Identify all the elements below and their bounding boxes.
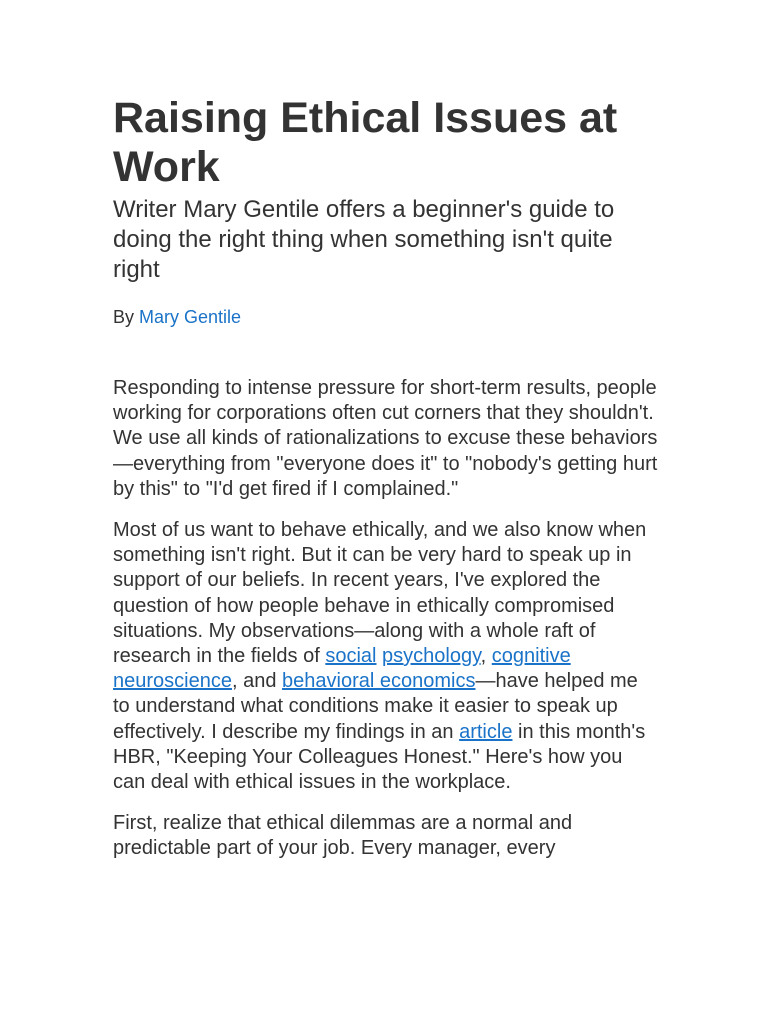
byline-prefix: By xyxy=(113,307,135,327)
behavioral-economics-link[interactable]: behavioral economics xyxy=(282,670,476,693)
article-subtitle: Writer Mary Gentile offers a beginner's guide to doing the right thing when something isn't quite right xyxy=(113,196,615,283)
paragraph-2-text-2: and xyxy=(243,670,283,693)
article-title: Raising Ethical Issues at Work xyxy=(113,94,618,191)
article-body xyxy=(113,376,658,862)
paragraph-2-text-4: in this month's HBR, "Keeping Your Colleagues Honest." Here's how you can deal with ethical issues in the workplace. xyxy=(113,720,646,794)
paragraph-3: First, realize that ethical dilemmas are a normal and predictable part of your job. Every manager, every xyxy=(113,812,573,860)
article-link[interactable]: article xyxy=(459,720,513,743)
psychology-link[interactable]: psychology xyxy=(382,645,481,668)
paragraph-2: Most of us want to behave ethically, and we also know when something isn't right. But it can be very hard to speak up in support of our beliefs. In recent years, I've explored the question of how people behave in ethically compromised situations. My observations—along with a whole raft of research in the fields of social psychology, cognitive neuroscience, and behavioral economics—have helped me to understand what conditions make it easier to speak up effectively. I describe my findings in an article in this month's HBR, "Keeping Your Colleagues Honest." Here's how you can deal with ethical issues in the workplace. xyxy=(113,519,647,794)
article xyxy=(113,94,658,878)
cognitive-neuroscience-link[interactable]: cognitive neuroscience xyxy=(113,645,571,693)
social-link[interactable]: social xyxy=(325,645,377,668)
byline xyxy=(113,305,658,329)
paragraph-2-text-1: Most of us want to behave ethically, and we also know when something isn't right. But it can be very hard to speak up in support of our beliefs. In recent years, I've explored the question of how people behave in ethically compromised situations. My observations—along with a whole raft of research in the fields of xyxy=(113,519,647,668)
paragraph-2-text-3: —have helped me to understand what conditions make it easier to speak up effectively. I describe my findings in an xyxy=(113,670,638,743)
paragraph-1: Responding to intense pressure for short-term results, people working for corporations often cut corners that they shouldn't. We use all kinds of rationalizations to excuse these behaviors—everything from "everyone does it" to "nobody's getting hurt by this" to "I'd get fired if I complained." xyxy=(113,377,658,500)
author-link[interactable]: Mary Gentile xyxy=(139,307,242,327)
